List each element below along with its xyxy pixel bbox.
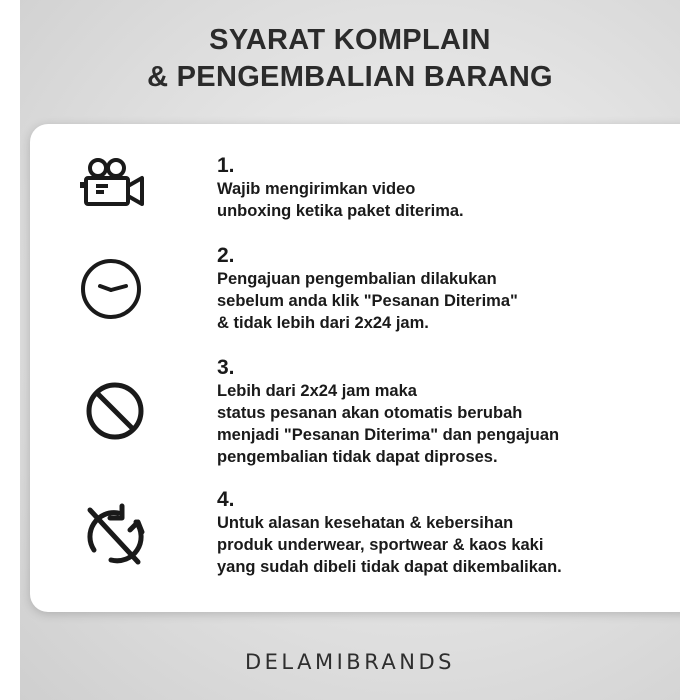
- brand-logo: DELAMIBRANDS: [244, 650, 456, 674]
- term-line: Pengajuan pengembalian dilakukan: [217, 270, 497, 288]
- term-line: unboxing ketika paket diterima.: [217, 202, 464, 220]
- clock-icon: [78, 254, 148, 324]
- term-line: menjadi "Pesanan Diterima" dan pengajuan: [217, 426, 560, 444]
- policy-poster: [20, 0, 680, 700]
- no-return-icon: [78, 500, 148, 570]
- title-line-2: & PENGEMBALIAN BARANG: [147, 61, 553, 93]
- term-line: status pesanan akan otomatis berubah: [217, 404, 523, 422]
- term-number: 4.: [217, 488, 235, 511]
- term-number: 3.: [217, 356, 235, 379]
- term-line: Lebih dari 2x24 jam maka: [217, 382, 417, 400]
- term-number: 2.: [217, 244, 235, 267]
- term-number: 1.: [217, 154, 235, 177]
- term-line: yang sudah dibeli tidak dapat dikembalikan.: [217, 558, 562, 576]
- term-line: pengembalian tidak dapat diproses.: [217, 448, 498, 466]
- term-line: Wajib mengirimkan video: [217, 180, 416, 198]
- term-line: sebelum anda klik "Pesanan Diterima": [217, 292, 518, 310]
- term-line: produk underwear, sportwear & kaos kaki: [217, 536, 544, 554]
- term-line: & tidak lebih dari 2x24 jam.: [217, 314, 429, 332]
- terms-card: [30, 124, 680, 612]
- prohibited-icon: [78, 376, 148, 446]
- video-camera-icon: [78, 154, 148, 224]
- title-line-1: SYARAT KOMPLAIN: [209, 24, 491, 56]
- page-title: [20, 22, 680, 96]
- term-line: Untuk alasan kesehatan & kebersihan: [217, 514, 514, 532]
